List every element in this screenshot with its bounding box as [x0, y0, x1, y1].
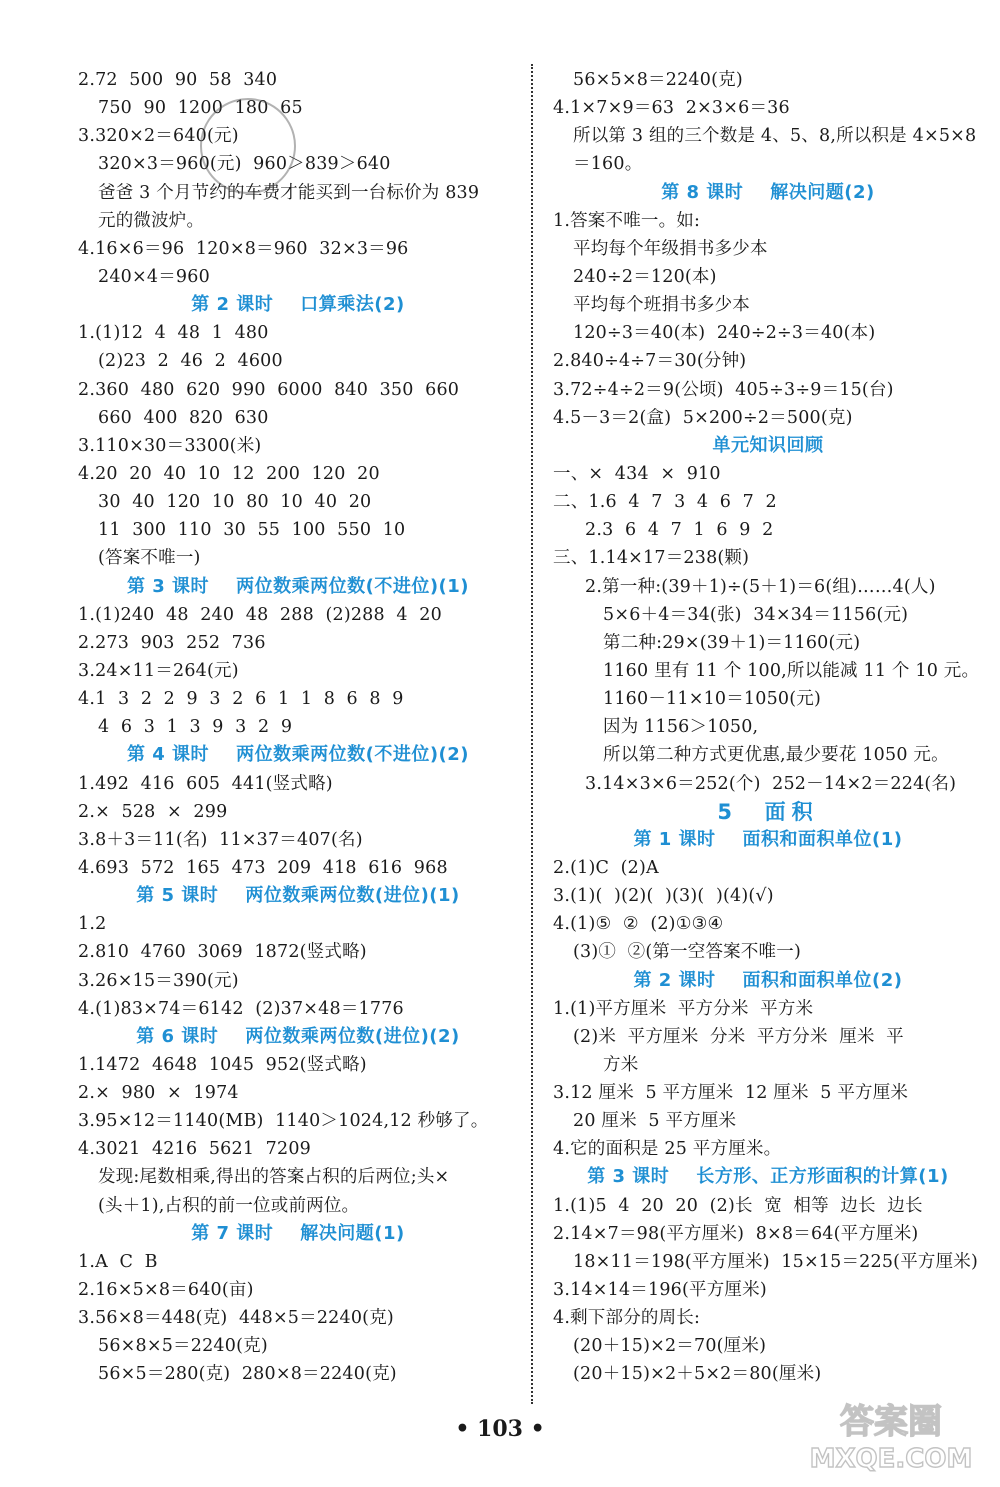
- lesson-heading: 第 1 课时 面积和面积单位(1): [633, 828, 903, 850]
- answer-line: 2.× 528 × 299: [78, 801, 228, 822]
- watermark-title: 答案圈: [840, 1402, 942, 1442]
- answer-line: 方米: [603, 1054, 639, 1075]
- answer-line: 240÷2＝120(本): [573, 266, 717, 287]
- answer-line: 3.12 厘米 5 平方厘米 12 厘米 5 平方厘米: [553, 1083, 909, 1104]
- answer-line: (3)① ②(第一空答案不唯一): [573, 942, 801, 963]
- answer-line: 3.95×12＝1140(MB) 1140＞1024,12 秒够了。: [78, 1111, 489, 1132]
- lesson-heading: 第 7 课时 解决问题(1): [191, 1222, 405, 1244]
- answer-line: 4.3021 4216 5621 7209: [78, 1139, 312, 1160]
- answer-line: 元的微波炉。: [98, 210, 205, 231]
- answer-line: 4.(1)⑤ ② (2)①③④: [553, 914, 724, 935]
- answer-line: 2.16×5×8＝640(亩): [78, 1280, 254, 1301]
- answer-line: 平均每个年级捐书多少本: [573, 238, 768, 259]
- answer-line: 2.273 903 252 736: [78, 632, 266, 653]
- answer-line: 1.(1)平方厘米 平方分米 平方米: [553, 998, 814, 1019]
- answer-line: 1160－11×10＝1050(元): [603, 689, 822, 710]
- answer-line: 1.492 416 605 441(竖式略): [78, 773, 333, 794]
- answer-line: 1160 里有 11 个 100,所以能减 11 个 10 元。: [603, 660, 980, 681]
- answer-line: 120÷3＝40(本) 240÷2÷3＝40(本): [573, 323, 876, 344]
- lesson-heading: 第 2 课时 口算乘法(2): [191, 294, 405, 316]
- answer-line: 4.剩下部分的周长:: [553, 1308, 701, 1329]
- answer-line: 所以第 3 组的三个数是 4、5、8,所以积是 4×5×8: [573, 126, 977, 147]
- watermark-url: MXQE.COM: [809, 1444, 973, 1474]
- answer-line: (2)23 2 46 2 4600: [98, 351, 283, 372]
- answer-line: 660 400 820 630: [98, 407, 269, 428]
- answer-line: 5×6＋4＝34(张) 34×34＝1156(元): [603, 604, 909, 625]
- answer-line: 3.24×11＝264(元): [78, 660, 239, 681]
- answer-line: 4.1 3 2 2 9 3 2 6 1 1 8 6 8 9: [78, 689, 404, 710]
- answer-line: 三、1.14×17＝238(颗): [553, 548, 750, 569]
- answer-line: 1.1472 4648 1045 952(竖式略): [78, 1054, 367, 1075]
- lesson-heading: 第 4 课时 两位数乘两位数(不进位)(2): [126, 744, 470, 766]
- answer-line: (头＋1),占积的前一位或前两位。: [98, 1195, 360, 1216]
- answer-line: 4.它的面积是 25 平方厘米。: [553, 1139, 782, 1160]
- lesson-heading: 第 8 课时 解决问题(2): [661, 181, 875, 203]
- lesson-heading: 单元知识回顾: [712, 434, 824, 456]
- answer-line: 2.× 980 × 1974: [78, 1083, 239, 1104]
- answer-line: 20 厘米 5 平方厘米: [573, 1111, 737, 1132]
- column-divider: [531, 64, 533, 1404]
- answer-line: 56×5＝280(克) 280×8＝2240(克): [98, 1364, 397, 1385]
- answer-line: 3.14×14＝196(平方厘米): [553, 1280, 767, 1301]
- answer-line: (2)米 平方厘米 分米 平方分米 厘米 平: [573, 1026, 904, 1047]
- answer-line: 二、1.6 4 7 3 4 6 7 2: [553, 492, 777, 513]
- answer-line: 因为 1156＞1050,: [603, 717, 759, 738]
- answer-line: 2.840÷4÷7＝30(分钟): [553, 351, 747, 372]
- answer-line: 3.(1)( )(2)( )(3)( )(4)(√): [553, 886, 774, 907]
- answer-line: 3.110×30＝3300(米): [78, 435, 262, 456]
- answer-line: 750 90 1200 180 65: [98, 98, 303, 119]
- answer-line: (20＋15)×2＝70(厘米): [573, 1336, 767, 1357]
- answer-line: 3.320×2＝640(元): [78, 126, 239, 147]
- answer-line: 3.8＋3＝11(名) 11×37＝407(名): [78, 829, 363, 850]
- answer-line: 4.5－3＝2(盒) 5×200÷2＝500(克): [553, 407, 853, 428]
- answer-line: 56×5×8＝2240(克): [573, 70, 743, 90]
- answer-line: 30 40 120 10 80 10 40 20: [98, 492, 372, 513]
- answer-line: 2.(1)C (2)A: [553, 857, 659, 878]
- answer-line: 1.(1)12 4 48 1 480: [78, 323, 269, 344]
- answer-line: 11 300 110 30 55 100 550 10: [98, 520, 406, 541]
- answer-line: 2.第一种:(39＋1)÷(5＋1)＝6(组)……4(人): [585, 576, 936, 597]
- answer-line: 2.810 4760 3069 1872(竖式略): [78, 942, 367, 963]
- answer-line: 发现:尾数相乘,得出的答案占积的后两位;头×: [98, 1167, 450, 1188]
- answer-line: 2.72 500 90 58 340: [78, 70, 278, 90]
- answer-line: (20＋15)×2＋5×2＝80(厘米): [573, 1364, 822, 1385]
- answer-line: 4.693 572 165 473 209 418 616 968: [78, 857, 448, 878]
- watermark-logo: [796, 1395, 986, 1475]
- answer-line: 一、× 434 × 910: [553, 463, 721, 484]
- answer-line: 320×3＝960(元) 960＞839＞640: [98, 154, 391, 175]
- answer-line: 第二种:29×(39＋1)＝1160(元): [603, 632, 861, 653]
- answer-line: 56×8×5＝2240(克): [98, 1336, 268, 1357]
- answer-line: 3.56×8＝448(克) 448×5＝2240(克): [78, 1308, 394, 1329]
- answer-line: 所以第二种方式更优惠,最少要花 1050 元。: [603, 745, 949, 766]
- answer-line: 3.72÷4÷2＝9(公顷) 405÷3÷9＝15(台): [553, 379, 894, 400]
- answer-line: 4.1×7×9＝63 2×3×6＝36: [553, 98, 790, 119]
- answer-line: 1.2: [78, 914, 107, 935]
- answer-line: (答案不唯一): [98, 548, 201, 569]
- answer-line: 1.A C B: [78, 1251, 158, 1272]
- answer-line: 1.答案不唯一。如:: [553, 210, 701, 231]
- lesson-heading: 第 3 课时 长方形、正方形面积的计算(1): [587, 1166, 949, 1188]
- page-number: • 103 •: [455, 1416, 545, 1442]
- answer-line: 3.26×15＝390(元): [78, 970, 239, 991]
- answer-line: 2.14×7＝98(平方厘米) 8×8＝64(平方厘米): [553, 1223, 919, 1244]
- left-column: [78, 66, 518, 1389]
- lesson-heading: 第 6 课时 两位数乘两位数(进位)(2): [136, 1025, 460, 1047]
- answer-line: 18×11＝198(平方厘米) 15×15＝225(平方厘米): [573, 1251, 979, 1272]
- answer-line: 爸爸 3 个月节约的车费才能买到一台标价为 839: [98, 182, 480, 203]
- answer-line: 4.16×6＝96 120×8＝960 32×3＝96: [78, 238, 409, 259]
- answer-line: 3.14×3×6＝252(个) 252－14×2＝224(名): [585, 773, 957, 794]
- right-column: [553, 66, 983, 1389]
- answer-line: 240×4＝960: [98, 266, 210, 287]
- answer-line: 平均每个班捐书多少本: [573, 295, 750, 316]
- answer-line: ＝160。: [573, 154, 643, 175]
- answer-line: 4.(1)83×74＝6142 (2)37×48＝1776: [78, 998, 404, 1019]
- answer-line: 1.(1)5 4 20 20 (2)长 宽 相等 边长 边长: [553, 1195, 923, 1216]
- unit-heading: 5 面积: [717, 799, 819, 824]
- lesson-heading: 第 3 课时 两位数乘两位数(不进位)(1): [126, 575, 470, 597]
- answer-line: 4.20 20 40 10 12 200 120 20: [78, 463, 380, 484]
- answer-line: 4 6 3 1 3 9 3 2 9: [98, 717, 293, 738]
- lesson-heading: 第 2 课时 面积和面积单位(2): [633, 969, 903, 991]
- answer-line: 2.360 480 620 990 6000 840 350 660: [78, 379, 460, 400]
- answer-line: 1.(1)240 48 240 48 288 (2)288 4 20: [78, 604, 442, 625]
- lesson-heading: 第 5 课时 两位数乘两位数(进位)(1): [136, 885, 460, 907]
- answer-line: 2.3 6 4 7 1 6 9 2: [585, 520, 774, 541]
